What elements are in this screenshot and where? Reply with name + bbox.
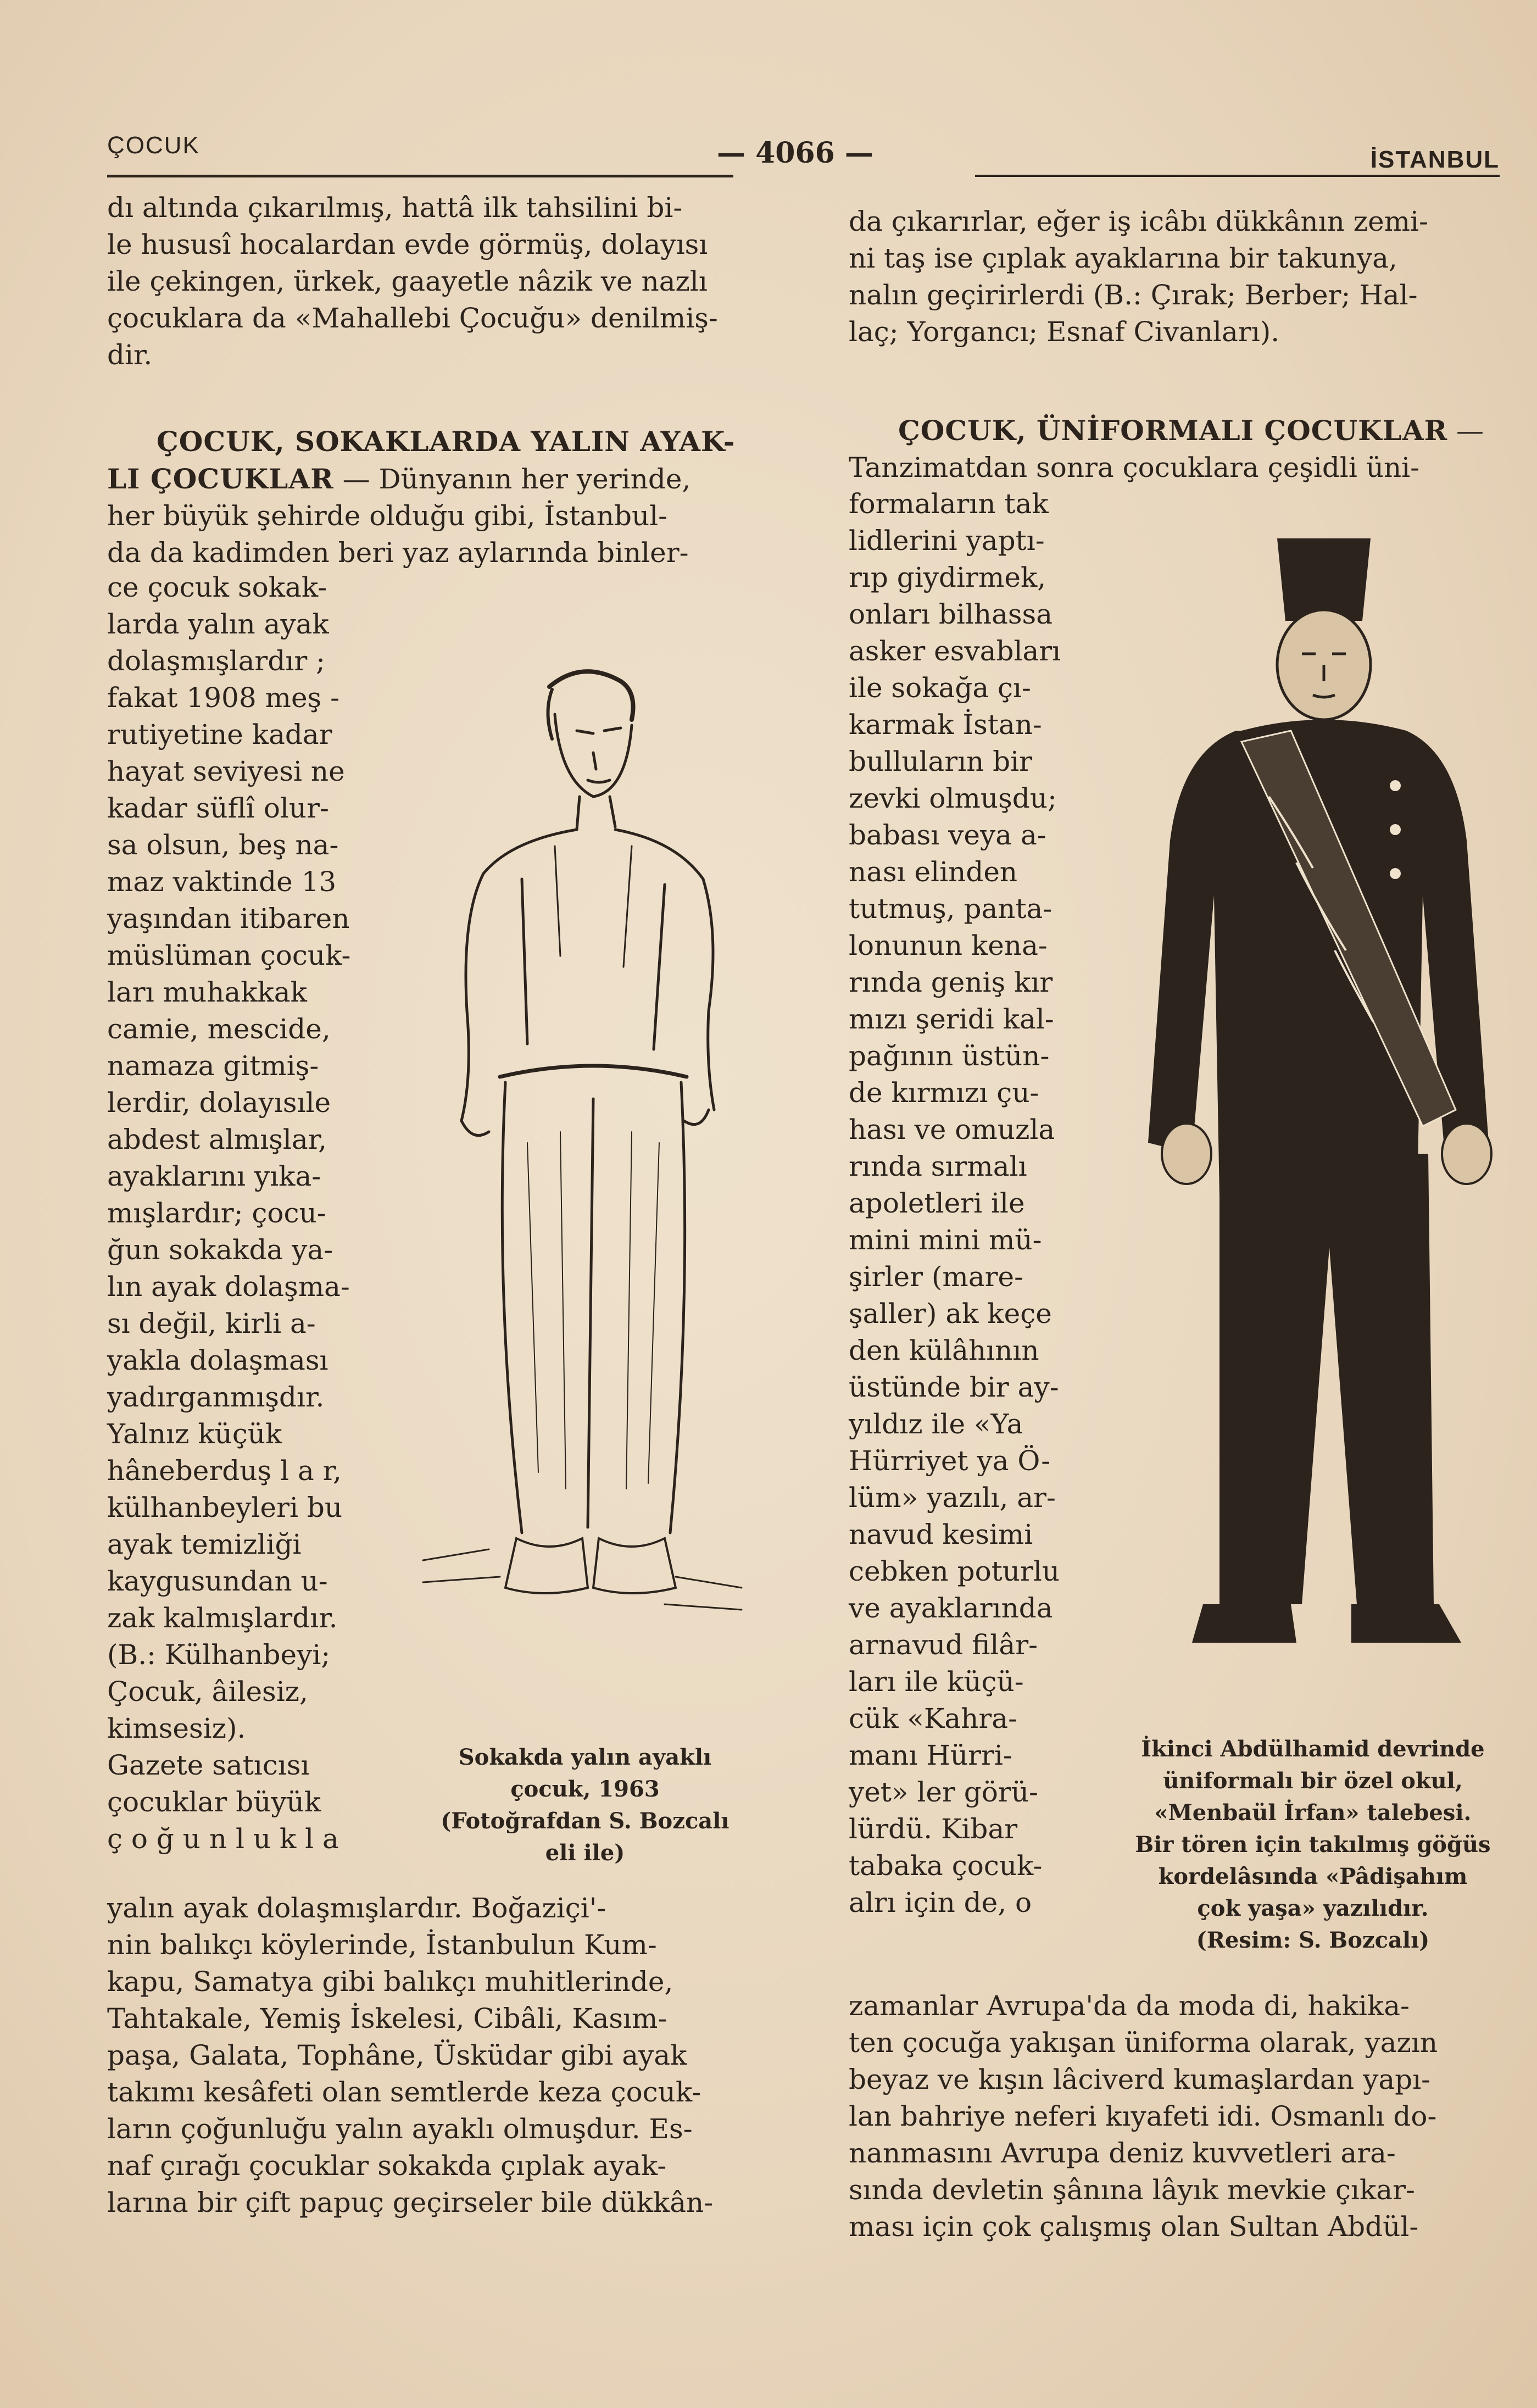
col1-narrow-line: ayaklarını yıka- — [107, 1160, 321, 1192]
col2-intro — [849, 203, 1502, 351]
col1-bottom-line: paşa, Galata, Tophâne, Üsküdar gibi ayak — [107, 2039, 687, 2071]
figure1-caption-line: Sokakda yalın ayaklı — [458, 1744, 712, 1770]
col2-bottom-line: nanmasını Avrupa deniz kuvvetleri ara- — [849, 2137, 1396, 2169]
col1-narrow-line: rutiyetine kadar — [107, 719, 332, 750]
col1-narrow-line: Gazete satıcısı — [107, 1749, 310, 1781]
col1-narrow-line: mışlardır; çocu- — [107, 1197, 326, 1229]
col2-narrow-column — [849, 486, 1085, 1921]
header-rule-right — [975, 175, 1500, 177]
col1-narrow-line: larda yalın ayak — [107, 608, 329, 640]
col1-bottom-line: nin balıkçı köylerinde, İstanbulun Kum- — [107, 1929, 657, 1961]
col1-narrow-line: camie, mescide, — [107, 1013, 331, 1045]
header-right-title: İSTANBUL — [1370, 146, 1500, 173]
header-left-title: ÇOCUK — [107, 132, 200, 159]
col1-narrow-line: hayat seviyesi ne — [107, 755, 345, 787]
col1-narrow-line: Yalnız küçük — [107, 1418, 282, 1450]
col2-narrow-line: formaların tak — [849, 488, 1049, 520]
col1-narrow-line: ç o ğ u n l u k l a — [107, 1823, 339, 1855]
col1-bottom-line: kapu, Samatya gibi balıkçı muhitlerinde, — [107, 1966, 673, 1998]
col2-narrow-line: yet» ler görü- — [849, 1776, 1038, 1808]
figure2-caption-line: İkinci Abdülhamid devrinde — [1141, 1736, 1485, 1762]
col2-narrow-line: mızı şeridi kal- — [849, 1003, 1054, 1035]
col2-bottom-line: ması için çok çalışmış olan Sultan Abdül- — [849, 2211, 1419, 2243]
figure2-caption-line: (Resim: S. Bozcalı) — [1196, 1927, 1430, 1953]
col1-narrow-line: abdest almışlar, — [107, 1124, 327, 1155]
col1-main-line: — Dünyanın her yerinde, — [333, 463, 691, 495]
col1-narrow-line: hâneberduş l a r, — [107, 1455, 342, 1487]
col1-narrow-line: zak kalmışlardır. — [107, 1602, 338, 1634]
page-header — [107, 132, 1500, 176]
col2-narrow-line: lüm» yazılı, ar- — [849, 1482, 1056, 1514]
col2-narrow-line: den külâhının — [849, 1334, 1039, 1366]
col2-main-line: Tanzimatdan sonra çocuklara çeşidli üni- — [849, 452, 1420, 483]
col2-bottom-paragraph — [849, 1988, 1502, 2245]
col2-narrow-line: de kırmızı çu- — [849, 1077, 1039, 1109]
col1-bottom-line: Tahtakale, Yemiş İskelesi, Cibâli, Kasım- — [107, 2003, 667, 2034]
col1-bottom-line: takımı kesâfeti olan semtlerde keza çocuk- — [107, 2076, 701, 2108]
col1-bottom-line: naf çırağı çocuklar sokakda çıplak ayak- — [107, 2150, 667, 2182]
col1-heading-line1: ÇOCUK, SOKAKLARDA YALIN AYAK- — [157, 425, 736, 458]
figure2-caption-line: çok yaşa» yazılıdır. — [1197, 1895, 1429, 1921]
col1-narrow-line: dolaşmışlardır ; — [107, 645, 325, 677]
header-rule-left — [107, 175, 733, 177]
col2-narrow-line: rıp giydirmek, — [849, 561, 1046, 593]
col2-narrow-line: rında sırmalı — [849, 1150, 1027, 1182]
col2-intro-line: nalın geçirirlerdi (B.: Çırak; Berber; Hal- — [849, 279, 1418, 311]
col2-narrow-line: pağının üstün- — [849, 1040, 1050, 1072]
col1-narrow-line: lerdir, dolayısıle — [107, 1087, 331, 1119]
col1-narrow-line: yadırganmışdır. — [107, 1381, 325, 1413]
col2-narrow-line: cebken poturlu — [849, 1555, 1060, 1587]
col2-bottom-line: beyaz ve kışın lâciverd kumaşlardan yapı- — [849, 2064, 1431, 2095]
col2-heading: ÇOCUK, ÜNİFORMALI ÇOCUKLAR — [898, 414, 1448, 447]
col2-narrow-line: asker esvabları — [849, 635, 1061, 667]
col1-bottom-paragraph — [107, 1890, 761, 2221]
col2-narrow-line: navud kesimi — [849, 1519, 1033, 1550]
col1-intro-line: dir. — [107, 339, 153, 371]
col2-narrow-line: manı Hürri- — [849, 1739, 1012, 1771]
col1-narrow-line: (B.: Külhanbeyi; — [107, 1639, 331, 1671]
col2-article-start — [849, 412, 1502, 486]
col2-narrow-line: lürdü. Kibar — [849, 1813, 1018, 1845]
col1-narrow-line: lın ayak dolaşma- — [107, 1271, 350, 1303]
col2-narrow-line: şirler (mare- — [849, 1261, 1024, 1293]
col1-narrow-line: külhanbeyleri bu — [107, 1492, 343, 1523]
col1-narrow-line: fakat 1908 meş - — [107, 682, 339, 714]
col1-narrow-line: müslüman çocuk- — [107, 939, 351, 971]
col1-narrow-line: yaşından itibaren — [107, 903, 350, 935]
col2-narrow-line: yıldız ile «Ya — [849, 1408, 1023, 1440]
col1-narrow-line: çocuklar büyük — [107, 1786, 321, 1818]
col2-narrow-line: Hürriyet ya Ö- — [849, 1445, 1051, 1477]
col2-narrow-line: mini mini mü- — [849, 1224, 1042, 1256]
col1-main-line: da da kadimden beri yaz aylarında binler- — [107, 537, 689, 569]
col2-narrow-line: karmak İstan- — [849, 709, 1042, 741]
col2-narrow-line: ve ayaklarında — [849, 1592, 1053, 1624]
page-number: — 4066 — — [717, 136, 873, 170]
col2-bottom-line: zamanlar Avrupa'da da moda di, hakika- — [849, 1990, 1410, 2022]
col1-bottom-line: yalın ayak dolaşmışlardır. Boğaziçi'- — [107, 1892, 606, 1924]
col1-article-start — [107, 423, 761, 571]
col2-narrow-line: ile sokağa çı- — [849, 672, 1031, 704]
figure2-caption-line: üniformalı bir özel okul, — [1163, 1768, 1463, 1794]
col1-heading-line2: LI ÇOCUKLAR — [107, 463, 334, 495]
col2-intro-line: laç; Yorgancı; Esnaf Civanları). — [849, 316, 1280, 348]
col2-narrow-line: nası elinden — [849, 856, 1018, 888]
col2-narrow-line: arnavud filâr- — [849, 1629, 1038, 1661]
col2-narrow-line: zevki olmuşdu; — [849, 782, 1057, 814]
col1-narrow-line: Çocuk, âilesiz, — [107, 1676, 308, 1708]
figure2-caption-line: kordelâsında «Pâdişahım — [1158, 1864, 1468, 1889]
col1-intro-line: ile çekingen, ürkek, gaayetle nâzik ve nazlı — [107, 265, 708, 297]
col1-bottom-line: ların çoğunluğu yalın ayaklı olmuşdur. Es- — [107, 2113, 693, 2145]
figure1-caption-line: (Fotoğrafdan S. Bozcalı — [441, 1808, 729, 1834]
figure2-caption-line: «Menbaül İrfan» talebesi. — [1154, 1800, 1472, 1826]
figure2-caption-line: Bir tören için takılmış göğüs — [1135, 1832, 1491, 1858]
col2-intro-line: ni taş ise çıplak ayaklarına bir takunya, — [849, 242, 1397, 274]
figure1-caption-line: eli ile) — [545, 1840, 625, 1866]
col1-narrow-line: ce çocuk sokak- — [107, 571, 327, 603]
col1-narrow-line: ayak temizliği — [107, 1528, 302, 1560]
col1-narrow-line: sa olsun, beş na- — [107, 829, 339, 861]
col1-narrow-line: kadar süflî olur- — [107, 792, 329, 824]
col2-narrow-line: hası ve omuzla — [849, 1114, 1055, 1145]
col2-narrow-line: üstünde bir ay- — [849, 1371, 1059, 1403]
col2-narrow-line: tutmuş, panta- — [849, 893, 1052, 925]
col1-main-line: her büyük şehirde olduğu gibi, İstanbul- — [107, 500, 668, 532]
col2-narrow-line: alrı için de, o — [849, 1887, 1032, 1918]
barefoot-boy-illustration — [412, 648, 764, 1692]
col1-narrow-line: kimsesiz). — [107, 1712, 246, 1744]
col1-narrow-line: kaygusundan u- — [107, 1565, 328, 1597]
col1-intro-line: çocuklara da «Mahallebi Çocuğu» denilmiş- — [107, 302, 718, 334]
col2-narrow-line: bulluların bir — [849, 746, 1033, 777]
col1-intro-line: dı altında çıkarılmış, hattâ ilk tahsilini bi- — [107, 192, 683, 224]
col2-narrow-line: ları ile küçü- — [849, 1666, 1024, 1698]
figure1-caption-line: çocuk, 1963 — [510, 1776, 660, 1802]
col1-intro — [107, 190, 761, 374]
col1-narrow-line: namaza gitmiş- — [107, 1050, 319, 1082]
col1-narrow-line: yakla dolaşması — [107, 1344, 328, 1376]
col2-narrow-line: lonunun kena- — [849, 930, 1048, 961]
col2-intro-line: da çıkarırlar, eğer iş icâbı dükkânın zemi- — [849, 205, 1428, 237]
col2-narrow-line: şaller) ak keçe — [849, 1298, 1052, 1330]
col2-narrow-line: onları bilhassa — [849, 598, 1053, 630]
col1-narrow-line: ları muhakkak — [107, 976, 307, 1008]
col2-narrow-line: apoletleri ile — [849, 1187, 1025, 1219]
col2-bottom-line: lan bahriye neferi kıyafeti idi. Osmanlı do- — [849, 2100, 1437, 2132]
col2-narrow-line: babası veya a- — [849, 819, 1046, 851]
col2-narrow-line: rında geniş kır — [849, 966, 1053, 998]
uniformed-boy-illustration — [1137, 522, 1511, 1703]
figure2-caption — [1115, 1733, 1511, 1956]
col2-heading-dash: — — [1447, 415, 1484, 447]
col2-narrow-line: lidlerini yaptı- — [849, 525, 1045, 557]
col2-bottom-line: sında devletin şânına lâyık mevkie çıkar- — [849, 2174, 1415, 2206]
col1-narrow-line: sı değil, kirli a- — [107, 1308, 316, 1339]
col1-narrow-column — [107, 569, 376, 1858]
col1-narrow-line: maz vaktinde 13 — [107, 866, 337, 898]
col2-narrow-line: tabaka çocuk- — [849, 1850, 1043, 1882]
figure1-caption — [404, 1742, 766, 1869]
col1-intro-line: le hususî hocalardan evde görmüş, dolayısı — [107, 229, 708, 260]
col1-narrow-line: ğun sokakda ya- — [107, 1234, 333, 1266]
col2-bottom-line: ten çocuğa yakışan üniforma olarak, yazın — [849, 2027, 1438, 2059]
col1-bottom-line: larına bir çift papuç geçirseler bile dükkân- — [107, 2187, 714, 2218]
col2-narrow-line: cük «Kahra- — [849, 1703, 1017, 1734]
